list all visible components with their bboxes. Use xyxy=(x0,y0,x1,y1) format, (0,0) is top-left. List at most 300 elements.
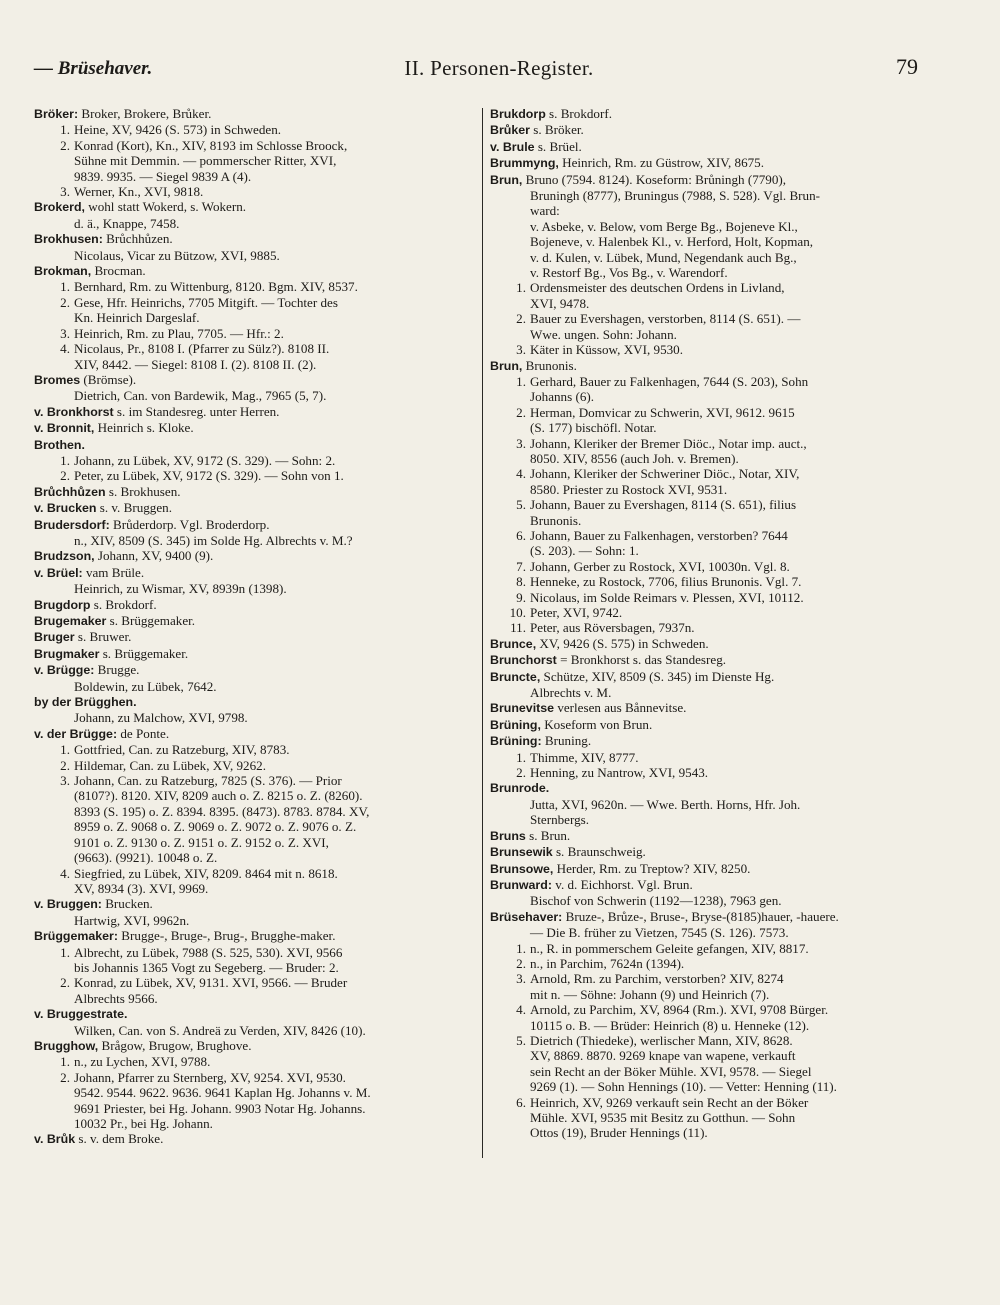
right-column xyxy=(490,106,922,1141)
entry-headword: Brokhusen: xyxy=(34,232,103,247)
register-subentry xyxy=(34,326,472,341)
entry-headword: v. Brůk xyxy=(34,1132,76,1147)
subentry-number: 9. xyxy=(516,589,526,605)
register-entry xyxy=(490,828,922,844)
register-subentry xyxy=(490,1033,922,1095)
register-subentry xyxy=(34,975,472,1006)
subentry-line: Johann, Bauer zu Falkenhagen, verstorben? 7644 xyxy=(530,527,788,543)
subentry-number: 2. xyxy=(60,294,70,310)
register-entry xyxy=(34,896,472,912)
register-entry xyxy=(490,106,922,122)
subentry-line: 9542. 9544. 9622. 9636. 9641 Kaplan Hg. Johanns v. M. xyxy=(74,1085,371,1101)
entry-headword: Brüsehaver: xyxy=(490,909,563,924)
subentry-line: Johann, zu Lübek, XV, 9172 (S. 329). — Sohn: 2. xyxy=(74,452,336,468)
subentry-number: 3. xyxy=(516,342,526,358)
register-entry xyxy=(490,636,922,652)
subentry-number: 2. xyxy=(516,311,526,327)
register-subentry xyxy=(34,1070,472,1132)
subentry-line: Peter, XVI, 9742. xyxy=(530,605,623,620)
subentry-number: 5. xyxy=(516,497,526,513)
subentry-line: 8580. Priester zu Rostock XVI, 9531. xyxy=(530,481,728,497)
subentry-number: 10. xyxy=(509,605,526,620)
subentry-line: Johann, Kleriker der Schweriner Diöc., Notar, XIV, xyxy=(530,466,800,482)
entry-headword: Bröker: xyxy=(34,107,79,121)
subentry-line: Konrad (Kort), Kn., XIV, 8193 im Schlosse Broock, xyxy=(74,137,348,153)
column-divider xyxy=(482,108,483,1158)
continuation-line: v. d. Kulen, v. Lübek, Mund, Negendank auch Bg., xyxy=(530,249,797,265)
subentry-number: 1. xyxy=(516,749,526,765)
entry-text: = Bronkhorst s. das Standesreg. xyxy=(560,652,727,668)
entry-headword: Brůker xyxy=(490,123,530,138)
subentry-line: Bernhard, Rm. zu Wittenburg, 8120. Bgm. XIV, 8537. xyxy=(74,279,358,295)
entry-continuation xyxy=(34,216,472,231)
subentry-line: Kn. Heinrich Dargeslaf. xyxy=(74,310,200,326)
entry-headword: Bruncte, xyxy=(490,669,541,684)
register-entry xyxy=(34,726,472,742)
subentry-line: Wwe. ungen. Sohn: Johann. xyxy=(530,326,677,342)
register-entry xyxy=(490,700,922,716)
entry-headword: Brudzson, xyxy=(34,549,95,564)
register-entry xyxy=(34,646,472,662)
subentry-line: Gottfried, Can. zu Ratzeburg, XIV, 8783. xyxy=(74,742,290,758)
subentry-line: XV, 8869. 8870. 9269 knape van wapene, verkauft xyxy=(530,1048,796,1064)
entry-text: Schütze, XIV, 8509 (S. 345) im Dienste Hg. xyxy=(543,668,775,684)
register-entry xyxy=(490,669,922,685)
continuation-line: Bruningh (8777), Bruningus (7988, S. 528). Vgl. Brun- xyxy=(530,188,820,204)
register-entry xyxy=(490,139,922,155)
subentry-line: XIV, 8442. — Siegel: 8108 I. (2). 8108 II. (2). xyxy=(74,356,317,372)
entry-headword: v. Bruggen: xyxy=(34,897,102,912)
register-entry xyxy=(34,231,472,247)
subentry-line: (S. 203). — Sohn: 1. xyxy=(530,543,639,559)
entry-continuation xyxy=(490,893,922,908)
subentry-line: 9269 (1). — Sohn Hennings (10). — Vetter: Henning (11). xyxy=(530,1079,837,1095)
register-subentry xyxy=(490,605,922,620)
subentry-number: 3. xyxy=(60,325,70,341)
entry-headword: Bruger xyxy=(34,630,75,645)
subentry-line: Käter in Küssow, XVI, 9530. xyxy=(530,342,683,358)
register-subentry xyxy=(34,453,472,468)
entry-text: v. d. Eichhorst. Vgl. Brun. xyxy=(555,876,693,892)
register-entry xyxy=(34,613,472,629)
register-entry xyxy=(34,437,472,453)
register-subentry xyxy=(490,941,922,956)
register-subentry xyxy=(34,1054,472,1069)
entry-text: s. Brun. xyxy=(529,827,571,843)
entry-headword: Brugghow, xyxy=(34,1038,99,1053)
register-subentry xyxy=(34,758,472,773)
subentry-line: 10115 o. B. — Brüder: Heinrich (8) u. Henneke (12). xyxy=(530,1017,810,1033)
entry-headword: Brüning: xyxy=(490,734,542,749)
entry-continuation xyxy=(34,913,472,928)
entry-headword: Brun, xyxy=(490,172,523,187)
entry-headword: Brugemaker xyxy=(34,614,107,628)
subentry-line: Gese, Hfr. Heinrichs, 7705 Mitgift. — Tochter des xyxy=(74,294,338,310)
subentry-line: Herman, Domvicar zu Schwerin, XVI, 9612. 9615 xyxy=(530,404,795,420)
entry-continuation xyxy=(34,533,472,548)
subentry-line: Heinrich, Rm. zu Plau, 7705. — Hfr.: 2. xyxy=(74,325,284,341)
register-entry xyxy=(490,717,922,733)
subentry-line: Thimme, XIV, 8777. xyxy=(530,749,639,765)
subentry-number: 3. xyxy=(516,971,526,987)
subentry-line: Henning, zu Nantrow, XVI, 9543. xyxy=(530,765,709,781)
entry-text: s. Brüel. xyxy=(537,138,582,154)
entry-headword: Brunsowe, xyxy=(490,861,554,876)
subentry-line: n., zu Lychen, XVI, 9788. xyxy=(74,1054,211,1070)
register-entry xyxy=(34,694,472,710)
entry-text: verlesen aus Bånnevitse. xyxy=(557,700,687,716)
subentry-line: Peter, zu Lübek, XV, 9172 (S. 329). — Sohn von 1. xyxy=(74,468,344,484)
subentry-line: XV, 8934 (3). XVI, 9969. xyxy=(74,880,209,896)
register-subentry xyxy=(490,280,922,311)
subentry-number: 5. xyxy=(516,1032,526,1048)
register-subentry xyxy=(34,866,472,897)
subentry-line: Dietrich (Thiedeke), werlischer Mann, XIV, 8628. xyxy=(530,1032,793,1048)
continuation-line: Jutta, XVI, 9620n. — Wwe. Berth. Horns, Hfr. Joh. xyxy=(530,796,801,812)
register-entry xyxy=(490,877,922,893)
continuation-line: Sternbergs. xyxy=(530,812,590,828)
entry-headword: Brun, xyxy=(490,358,523,373)
subentry-number: 1. xyxy=(60,1054,70,1070)
subentry-line: (S. 177) bischöfl. Notar. xyxy=(530,420,657,436)
subentry-line: Nicolaus, Pr., 8108 I. (Pfarrer zu Sülz?). 8108 II. xyxy=(74,341,330,357)
entry-text: s. v. Bruggen. xyxy=(99,500,172,516)
entry-continuation xyxy=(490,797,922,828)
entry-text: de Ponte. xyxy=(120,725,170,741)
register-subentry xyxy=(490,765,922,780)
entry-text: s. Brokdorf. xyxy=(549,106,612,121)
register-subentry xyxy=(490,750,922,765)
register-subentry xyxy=(490,559,922,574)
subentry-line: mit n. — Söhne: Johann (9) und Heinrich (7). xyxy=(530,986,770,1002)
subentry-line: Gerhard, Bauer zu Falkenhagen, 7644 (S. 203), Sohn xyxy=(530,373,809,389)
entry-continuation xyxy=(34,581,472,596)
entry-headword: v. der Brügge: xyxy=(34,726,118,741)
entry-headword: Brůchhůzen xyxy=(34,484,106,499)
entry-headword: v. Bronkhorst xyxy=(34,404,114,419)
continuation-line: Bischof von Schwerin (1192—1238), 7963 gen. xyxy=(530,893,782,909)
subentry-number: 3. xyxy=(60,184,70,200)
subentry-number: 2. xyxy=(60,975,70,991)
register-entry xyxy=(34,106,472,122)
register-entry xyxy=(490,358,922,374)
register-entry xyxy=(34,517,472,533)
register-subentry xyxy=(34,742,472,757)
entry-text: s. im Standesreg. unter Herren. xyxy=(116,403,280,419)
entry-text: wohl statt Wokerd, s. Wokern. xyxy=(88,199,247,215)
subentry-line: sein Recht an der Böker Mühle. XVI, 9578. — Siegel xyxy=(530,1063,812,1079)
subentry-number: 4. xyxy=(60,865,70,881)
register-entry xyxy=(490,122,922,138)
register-subentry xyxy=(34,138,472,184)
subentry-line: 9101 o. Z. 9130 o. Z. 9151 o. Z. 9152 o. Z. XVI, xyxy=(74,834,329,850)
register-subentry xyxy=(490,466,922,497)
register-subentry xyxy=(490,1095,922,1141)
running-header xyxy=(34,56,922,86)
subentry-line: 9691 Priester, bei Hg. Johann. 9903 Notar Hg. Johanns. xyxy=(74,1100,366,1116)
subentry-number: 2. xyxy=(60,1069,70,1085)
subentry-number: 6. xyxy=(516,1094,526,1110)
register-entry xyxy=(34,1131,472,1147)
entry-text: Brunonis. xyxy=(525,357,577,373)
register-subentry xyxy=(490,1002,922,1033)
register-entry xyxy=(490,844,922,860)
subentry-line: Siegfried, zu Lübek, XIV, 8209. 8464 mit n. 8618. xyxy=(74,865,338,881)
continuation-line: Bojeneve, v. Halenbek Kl., v. Herford, Holt, Kopman, xyxy=(530,234,814,250)
subentry-number: 1. xyxy=(60,122,70,138)
register-subentry xyxy=(34,279,472,294)
subentry-line: Heinrich, XV, 9269 verkauft sein Recht an der Böker xyxy=(530,1094,809,1110)
subentry-number: 3. xyxy=(516,435,526,451)
register-subentry xyxy=(490,528,922,559)
register-entry xyxy=(490,652,922,668)
entry-headword: Brothen. xyxy=(34,437,85,452)
entry-headword: Bromes xyxy=(34,372,81,387)
entry-text: Brugge. xyxy=(97,662,140,678)
entry-text: Broker, Brokere, Brůker. xyxy=(81,106,212,121)
entry-text: XV, 9426 (S. 575) in Schweden. xyxy=(539,635,709,651)
subentry-line: 8959 o. Z. 9068 o. Z. 9069 o. Z. 9072 o. Z. 9076 o. Z. xyxy=(74,819,357,835)
entry-headword: Brunevitse xyxy=(490,701,555,716)
subentry-number: 2. xyxy=(60,137,70,153)
register-entry xyxy=(490,155,922,171)
entry-headword: Brunsewik xyxy=(490,845,553,860)
entry-headword: Bruns xyxy=(490,828,526,843)
entry-text: Bruze-, Brůze-, Bruse-, Bryse-(8185)hauer, -hauere. xyxy=(565,908,839,924)
register-entry xyxy=(490,733,922,749)
page-number: 79 xyxy=(896,54,918,79)
entry-text: s. Brokdorf. xyxy=(93,596,157,612)
entry-continuation xyxy=(490,925,922,940)
entry-text: Heinrich, Rm. zu Güstrow, XIV, 8675. xyxy=(562,155,764,171)
subentry-number: 1. xyxy=(60,742,70,758)
subentry-line: Peter, aus Röversbagen, 7937n. xyxy=(530,620,695,636)
subentry-number: 3. xyxy=(60,773,70,789)
entry-text: Bruno (7594. 8124). Koseform: Brůningh (7790), xyxy=(525,171,787,187)
register-entry xyxy=(34,372,472,388)
subentry-number: 1. xyxy=(60,279,70,295)
subentry-line: Bauer zu Evershagen, verstorben, 8114 (S. 651). — xyxy=(530,311,801,327)
subentry-number: 1. xyxy=(516,940,526,956)
entry-headword: Brunrode. xyxy=(490,781,550,796)
subentry-number: 2. xyxy=(516,955,526,971)
register-entry xyxy=(34,662,472,678)
subentry-line: Johann, Kleriker der Bremer Diöc., Notar imp. auct., xyxy=(530,435,807,451)
register-subentry xyxy=(490,956,922,971)
continuation-line: ward: xyxy=(530,203,560,219)
subentry-line: (8107?). 8120. XIV, 8209 auch o. Z. 8215 o. Z. (8260). xyxy=(74,788,363,804)
entry-headword: Brüning, xyxy=(490,717,541,732)
entry-text: s. Brokhusen. xyxy=(108,483,181,499)
register-subentry xyxy=(34,468,472,483)
register-entry xyxy=(34,597,472,613)
subentry-number: 2. xyxy=(516,404,526,420)
subentry-line: XVI, 9478. xyxy=(530,295,590,311)
subentry-number: 1. xyxy=(60,944,70,960)
subentry-number: 2. xyxy=(60,757,70,773)
subentry-line: Ordensmeister des deutschen Ordens in Livland, xyxy=(530,280,785,296)
register-entry xyxy=(34,565,472,581)
subentry-line: n., in Parchim, 7624n (1394). xyxy=(530,955,685,971)
register-subentry xyxy=(34,341,472,372)
entry-text: vam Brüle. xyxy=(85,564,145,580)
register-entry xyxy=(490,909,922,925)
entry-continuation xyxy=(34,388,472,403)
register-entry xyxy=(34,420,472,436)
register-entry xyxy=(34,263,472,279)
entry-text: Koseform von Brun. xyxy=(544,716,653,732)
subentry-line: Albrecht, zu Lübek, 7988 (S. 525, 530). XVI, 9566 xyxy=(74,944,343,960)
register-subentry xyxy=(490,574,922,589)
subentry-line: Werner, Kn., XVI, 9818. xyxy=(74,184,204,200)
subentry-line: Ottos (19), Bruder Hennings (11). xyxy=(530,1125,708,1141)
subentry-line: Heine, XV, 9426 (S. 573) in Schweden. xyxy=(74,122,282,138)
continuation-line: Wilken, Can. von S. Andreä zu Verden, XIV, 8426 (10). xyxy=(74,1022,366,1038)
register-entry xyxy=(34,928,472,944)
register-entry xyxy=(34,548,472,564)
entry-headword: Brugmaker xyxy=(34,646,100,661)
subentry-line: Konrad, zu Lübek, XV, 9131. XVI, 9566. — Bruder xyxy=(74,975,348,991)
entry-headword: Brokman, xyxy=(34,264,92,279)
subentry-line: Sühne mit Demmin. — pommerscher Ritter, XVI, xyxy=(74,153,337,169)
register-subentry xyxy=(490,497,922,528)
register-entry xyxy=(34,404,472,420)
entry-continuation xyxy=(34,1023,472,1038)
register-subentry xyxy=(490,311,922,342)
entry-text: s. Braunschweig. xyxy=(555,844,646,860)
entry-headword: v. Bruggestrate. xyxy=(34,1007,128,1022)
subentry-number: 8. xyxy=(516,574,526,590)
subentry-line: Mühle. XVI, 9535 mit Besitz zu Gotthun. — Sohn xyxy=(530,1110,796,1125)
section-title: II. Personen-Register. xyxy=(404,56,594,80)
register-entry xyxy=(34,484,472,500)
subentry-line: Johann, Gerber zu Rostock, XVI, 10030n. Vgl. 8. xyxy=(530,558,790,574)
continuation-line: Heinrich, zu Wismar, XV, 8939n (1398). xyxy=(74,581,287,597)
left-column xyxy=(34,106,472,1148)
entry-headword: Brudersdorf: xyxy=(34,517,110,532)
entry-text: s. Bröker. xyxy=(533,122,584,138)
subentry-number: 1. xyxy=(60,452,70,468)
entry-headword: v. Brucken xyxy=(34,501,97,516)
entry-headword: Brugdorp xyxy=(34,597,91,612)
entry-text: (Brömse). xyxy=(83,371,137,387)
entry-headword: Brunce, xyxy=(490,636,537,651)
subentry-line: Johann, Bauer zu Evershagen, 8114 (S. 651), filius xyxy=(530,497,797,513)
register-subentry xyxy=(34,295,472,326)
subentry-line: Arnold, Rm. zu Parchim, verstorben? XIV, 8274 xyxy=(530,971,784,987)
entry-text: Herder, Rm. zu Treptow? XIV, 8250. xyxy=(556,860,751,876)
continuation-line: Albrechts v. M. xyxy=(530,685,612,701)
register-entry xyxy=(34,629,472,645)
register-subentry xyxy=(34,122,472,137)
register-entry xyxy=(490,861,922,877)
subentry-line: Nicolaus, im Solde Reimars v. Plessen, XVI, 10112. xyxy=(530,589,804,605)
subentry-number: 2. xyxy=(516,765,526,781)
header-catchword: — Brüsehaver. xyxy=(34,58,153,79)
subentry-line: Hildemar, Can. zu Lübek, XV, 9262. xyxy=(74,757,266,773)
continuation-line: Boldewin, zu Lübek, 7642. xyxy=(74,678,217,694)
subentry-line: Johanns (6). xyxy=(530,389,595,405)
entry-continuation xyxy=(34,710,472,725)
subentry-number: 4. xyxy=(516,466,526,482)
register-subentry xyxy=(490,436,922,467)
entry-text: Heinrich s. Kloke. xyxy=(97,420,194,436)
subentry-line: Albrechts 9566. xyxy=(74,990,158,1006)
entry-headword: v. Brüel: xyxy=(34,565,83,580)
subentry-number: 7. xyxy=(516,558,526,574)
subentry-number: 4. xyxy=(516,1002,526,1018)
subentry-number: 1. xyxy=(516,280,526,296)
entry-text: s. Bruwer. xyxy=(77,629,132,645)
register-subentry xyxy=(34,773,472,865)
entry-text: Brugge-, Bruge-, Brug-, Brugghe-maker. xyxy=(121,928,336,944)
register-entry xyxy=(490,172,922,188)
continuation-line: Johann, zu Malchow, XVI, 9798. xyxy=(74,710,248,726)
entry-headword: v. Brule xyxy=(490,139,535,154)
continuation-line: n., XIV, 8509 (S. 345) im Solde Hg. Albrechts v. M.? xyxy=(74,532,353,548)
continuation-line: Hartwig, XVI, 9962n. xyxy=(74,912,190,928)
subentry-line: Brunonis. xyxy=(530,512,582,528)
subentry-line: n., R. in pommerschem Geleite gefangen, XIV, 8817. xyxy=(530,940,809,956)
register-subentry xyxy=(490,405,922,436)
entry-text: s. Brüggemaker. xyxy=(109,613,196,628)
entry-text: s. v. dem Broke. xyxy=(78,1131,164,1147)
subentry-line: 8050. XIV, 8556 (auch Joh. v. Bremen). xyxy=(530,450,739,466)
subentry-number: 1. xyxy=(516,373,526,389)
subentry-number: 4. xyxy=(60,341,70,357)
entry-continuation xyxy=(34,248,472,263)
entry-headword: Brüggemaker: xyxy=(34,929,119,944)
subentry-line: Henneke, zu Rostock, 7706, filius Brunonis. Vgl. 7. xyxy=(530,574,802,590)
continuation-line: Dietrich, Can. von Bardewik, Mag., 7965 (5, 7). xyxy=(74,388,327,404)
register-subentry xyxy=(34,945,472,976)
entry-continuation xyxy=(34,679,472,694)
register-subentry xyxy=(490,342,922,357)
subentry-number: 11. xyxy=(510,620,526,636)
entry-headword: Brokerd, xyxy=(34,200,85,215)
register-subentry xyxy=(490,590,922,605)
entry-text: Brůderdorp. Vgl. Broderdorp. xyxy=(113,516,270,532)
subentry-line: (9663). (9921). 10048 o. Z. xyxy=(74,850,218,866)
subentry-line: Johann, Pfarrer zu Sternberg, XV, 9254. XVI, 9530. xyxy=(74,1069,346,1085)
register-entry xyxy=(490,780,922,796)
entry-headword: Brunward: xyxy=(490,877,552,892)
register-entry xyxy=(34,1038,472,1054)
register-entry xyxy=(34,1006,472,1022)
entry-continuation xyxy=(490,685,922,700)
register-subentry xyxy=(34,184,472,199)
continuation-line: d. ä., Knappe, 7458. xyxy=(74,215,180,231)
subentry-line: Arnold, zu Parchim, XV, 8964 (Rm.). XVI, 9708 Bürger. xyxy=(530,1002,829,1018)
subentry-line: bis Johannis 1365 Vogt zu Segeberg. — Bruder: 2. xyxy=(74,959,339,975)
entry-headword: v. Brügge: xyxy=(34,663,95,678)
continuation-line: v. Asbeke, v. Below, vom Berge Bg., Bojeneve Kl., xyxy=(530,218,798,234)
entry-headword: by der Brügghen. xyxy=(34,695,137,710)
subentry-line: 10032 Pr., bei Hg. Johann. xyxy=(74,1116,213,1131)
entry-headword: Brummyng, xyxy=(490,156,559,171)
entry-headword: v. Bronnit, xyxy=(34,421,95,436)
subentry-line: Johann, Can. zu Ratzeburg, 7825 (S. 376). — Prior xyxy=(74,773,342,789)
register-entry xyxy=(34,500,472,516)
continuation-line: v. Restorf Bg., Vos Bg., v. Warendorf. xyxy=(530,265,728,281)
entry-text: Bruning. xyxy=(544,733,592,749)
entry-headword: Brunchorst xyxy=(490,653,557,668)
subentry-number: 2. xyxy=(60,468,70,484)
continuation-line: — Die B. früher zu Vietzen, 7545 (S. 126). 7573. xyxy=(530,925,789,941)
subentry-line: 9839. 9935. — Siegel 9839 A (4). xyxy=(74,168,252,184)
entry-text: Brucken. xyxy=(105,896,153,912)
entry-text: s. Brüggemaker. xyxy=(102,645,189,661)
